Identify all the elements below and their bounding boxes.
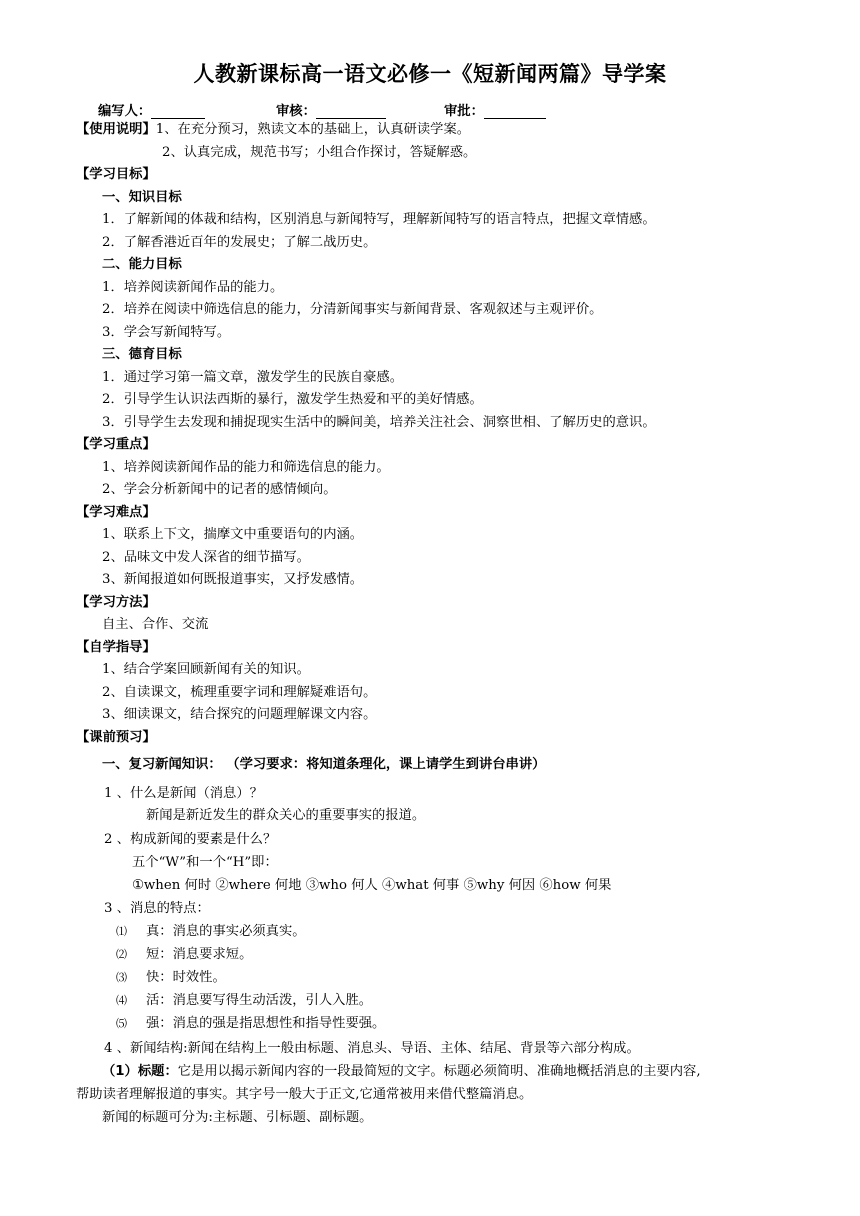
feature-5-num: ⑸ bbox=[116, 1017, 127, 1030]
moral-heading: 三、德育目标 bbox=[102, 347, 182, 362]
question-2-intro: 五个“W”和一个“H”即： bbox=[132, 855, 278, 870]
preview-heading: 【课前预习】 bbox=[76, 730, 156, 745]
feature-2-num: ⑵ bbox=[116, 948, 127, 961]
knowledge-item-1: 1．了解新闻的体裁和结构，区别消息与新闻特写，理解新闻特写的语言特点，把握文章情感。 bbox=[102, 212, 656, 227]
guide-item-1: 1、结合学案回顾新闻有关的知识。 bbox=[102, 662, 310, 677]
knowledge-heading: 一、知识目标 bbox=[102, 190, 182, 205]
page-title: 人教新课标高一语文必修一《短新闻两篇》导学案 bbox=[193, 62, 667, 86]
approver-label: 审批： bbox=[444, 104, 484, 119]
reviewer-label: 审核： bbox=[276, 104, 316, 119]
knowledge-item-2: 2．了解香港近百年的发展史；了解二战历史。 bbox=[102, 235, 377, 250]
feature-4-text: 活：消息要写得生动活泼，引人入胜。 bbox=[146, 993, 373, 1008]
question-3: 3 、消息的特点： bbox=[104, 901, 210, 916]
guide-item-2: 2、自读课文，梳理重要字词和理解疑难语句。 bbox=[102, 685, 377, 700]
keypoints-item-2: 2、学会分析新闻中的记者的感情倾向。 bbox=[102, 482, 337, 497]
feature-1-num: ⑴ bbox=[116, 925, 127, 938]
feature-3-text: 快：时效性。 bbox=[146, 970, 226, 985]
author-blank bbox=[151, 104, 205, 119]
reviewer-blank bbox=[316, 104, 386, 119]
goals-heading: 【学习目标】 bbox=[76, 167, 156, 182]
usage-line-1 bbox=[76, 121, 470, 139]
difficulties-heading: 【学习难点】 bbox=[76, 505, 156, 520]
guide-heading: 【自学指导】 bbox=[76, 640, 156, 655]
question-1: 1 、什么是新闻（消息）？ bbox=[104, 786, 263, 801]
question-2-elements: ①when 何时 ②where 何地 ③who 何人 ④what 何事 ⑤why 何因 ⑥how 何果 bbox=[132, 878, 612, 893]
ability-heading: 二、能力目标 bbox=[102, 257, 182, 272]
difficulties-item-1: 1、联系上下文，揣摩文中重要语句的内涵。 bbox=[102, 527, 364, 542]
question-4: 4 、新闻结构:新闻在结构上一般由标题、消息头、导语、主体、结尾、背景等六部分构成。 bbox=[104, 1041, 640, 1056]
feature-5-text: 强：消息的强是指思想性和指导性要强。 bbox=[146, 1016, 386, 1031]
approver-blank bbox=[484, 104, 546, 119]
feature-2-text: 短：消息要求短。 bbox=[146, 947, 253, 962]
difficulties-item-2: 2、品味文中发人深省的细节描写。 bbox=[102, 550, 310, 565]
author-field bbox=[98, 100, 205, 119]
author-label: 编写人： bbox=[98, 104, 152, 119]
moral-item-2: 2．引导学生认识法西斯的暴行，激发学生热爱和平的美好情感。 bbox=[102, 392, 483, 407]
ability-item-3: 3．学会写新闻特写。 bbox=[102, 325, 231, 340]
methods-text: 自主、合作、交流 bbox=[102, 617, 209, 632]
feature-1 bbox=[116, 923, 306, 941]
feature-4 bbox=[116, 992, 372, 1010]
title-types: 新闻的标题可分为:主标题、引标题、副标题。 bbox=[102, 1110, 373, 1125]
usage-item-2: 2、认真完成，规范书写；小组合作探讨，答疑解惑。 bbox=[162, 145, 477, 160]
difficulties-item-3: 3、新闻报道如何既报道事实，又抒发感情。 bbox=[102, 572, 364, 587]
title-paragraph-line-1 bbox=[102, 1063, 701, 1081]
guide-item-3: 3、细读课文，结合探究的问题理解课文内容。 bbox=[102, 707, 377, 722]
title-text-1: 它是用以揭示新闻内容的一段最简短的文字。标题必须简明、准确地概括消息的主要内容, bbox=[177, 1064, 701, 1079]
preview-sub-heading: 一、复习新闻知识： （学习要求：将知道条理化，课上请学生到讲台串讲） bbox=[102, 757, 546, 772]
usage-item-1: 1、在充分预习，熟读文本的基础上，认真研读学案。 bbox=[155, 122, 471, 137]
feature-4-num: ⑷ bbox=[116, 994, 127, 1007]
moral-item-1: 1．通过学习第一篇文章，激发学生的民族自豪感。 bbox=[102, 370, 403, 385]
feature-5 bbox=[116, 1015, 385, 1033]
moral-item-3: 3．引导学生去发现和捕捉现实生活中的瞬间美，培养关注社会、洞察世相、了解历史的意识。 bbox=[102, 415, 656, 430]
keypoints-item-1: 1、培养阅读新闻作品的能力和筛选信息的能力。 bbox=[102, 460, 390, 475]
ability-item-2: 2．培养在阅读中筛选信息的能力，分清新闻事实与新闻背景、客观叙述与主观评价。 bbox=[102, 302, 603, 317]
title-text-2: 帮助读者理解报道的事实。其字号一般大于正文,它通常被用来借代整篇消息。 bbox=[76, 1087, 533, 1102]
title-label: （1）标题： bbox=[102, 1064, 178, 1079]
approver-field bbox=[444, 100, 546, 119]
feature-3 bbox=[116, 969, 226, 987]
reviewer-field bbox=[276, 100, 386, 119]
question-1-answer: 新闻是新近发生的群众关心的重要事实的报道。 bbox=[146, 808, 426, 823]
keypoints-heading: 【学习重点】 bbox=[76, 437, 156, 452]
feature-1-text: 真：消息的事实必须真实。 bbox=[146, 924, 306, 939]
ability-item-1: 1．培养阅读新闻作品的能力。 bbox=[102, 280, 284, 295]
methods-heading: 【学习方法】 bbox=[76, 595, 156, 610]
usage-heading: 【使用说明】 bbox=[76, 122, 156, 137]
feature-2 bbox=[116, 946, 252, 964]
question-2: 2 、构成新闻的要素是什么？ bbox=[104, 832, 277, 847]
feature-3-num: ⑶ bbox=[116, 971, 127, 984]
